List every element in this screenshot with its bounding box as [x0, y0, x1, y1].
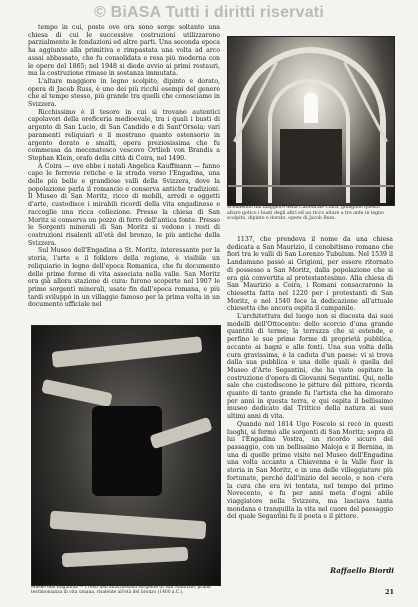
- floor-line: [228, 185, 394, 187]
- altar-shape: [280, 129, 342, 185]
- photo-bottom-caption: Museo dell'Engadina — I resti dell'antichissima sorgente di San Maurizio, prima testimonianza di vita umana, risalente all'età del bronzo (1400 a.C.).: [31, 585, 211, 596]
- author-signature: Raffaello Biordi: [330, 566, 394, 575]
- page-number: 21: [384, 588, 394, 596]
- wooden-log-top: [52, 336, 203, 368]
- wooden-log-bottom: [50, 511, 207, 540]
- cathedral-interior-photo: [227, 36, 395, 206]
- watermark-text: © BiASA Tutti i diritti riservati: [94, 4, 324, 21]
- spring-basin: [92, 406, 162, 496]
- right-column-text: [227, 236, 393, 521]
- wooden-log-base: [62, 547, 189, 568]
- left-paragraph-1: tempo in cui, poste ove ora sono sorge soltanto una chiesa di cui le successive costruzioni utilizzarono parzialmente le fondazioni ed altre parti. Una seconda epoca ha aggiunto alla primitiva e rimpastata una volta ad arco assai abbassato, che fu consolidata e resa più moderna con le opere del 1865; nel 1948 si diede avvio ai primi restauri, ma la costruzione rimase in sostanza immutata.: [28, 24, 220, 78]
- right-paragraph-1: 1137, che prendeva il nome da una chiesa dedicata a San Maurizio, il cenobitismo romano che fiorì tra le valli di San Lorenzo Tubulum. Nel 1539 il Landamano passò ai Grigioni, per essere ritornato di possesso a San Moritz, dalla popolazione che si era già convertita al protestantesimo. Alla chiesa di San Maurizio a Coira, i Romani consacrarono la chiesetta fatta nel 1220 per i protestanti di San Moritz, e nel 1540 fece la dedicazione all'attuale chiesetta che ancora ospita il campanile.: [227, 236, 393, 313]
- spring-ruins-photo: [31, 325, 221, 586]
- left-paragraph-2: L'altare maggiore in legno scolpito, dipinto e dorato, opera di Jacob Russ, è uno dei più ricchi esempi del genere che al tempo stesso, più grande tra quelli che conosciamo in Svizzera.: [28, 77, 220, 109]
- photo-top-caption: Scendendo dal maggiore della Cattedrale Coira, giungono questo altare gotico i busti degli altri ed un ricco altare a tre ante in legno scolpito, dipinto e dorato, opera di Jacob Russ.: [227, 205, 384, 222]
- left-paragraph-4: A Coira — ove ebbe i natali Angelica Kauffmann — fanno capo le ferrovie retiche e la strada verso l'Engadina, una delle più belle e grandiose valli della Svizzera, dove la popolazione parla il romancio e conserva antiche tradizioni. Il Museo di San Moritz, ricco di mobili, arredi e oggetti d'arte, custodisce i mirabili ricordi della vita engadinese e raccoglie una ricca collezione. Presso la chiesa di San Moritz si conserva un pozzo di ferro dell'antica fonte. Presso le Sorgenti minerali di San Moritz si vedono i resti di costruzioni risalenti all'età del bronzo, le più antiche della Svizzera.: [28, 162, 220, 247]
- right-paragraph-2: L'architettura del luogo non si discosta dai suoi modelli dell'Ottocento: dello scorcio d'una grande quantità di terme; la terrazza che si estende, e perfino le sue prime forme di proprietà pubblica, accanto ai bagni e alle fonti. Una sua volta della cura gravissima, è la caduta d'un paese: vi si trova dalla sua pubblica e una delle quali è quella del Museo d'Arte Segantini, che ha visto ospitare la costruzione d'opera di Giovanni Segantini. Qui, nelle sale che custodiscono le pitture del pittore, ricorda quanto di tanto grande fu l'artista che ha dimorato per anni in questa terra, e qui ospita il bellissimo museo dedicato dal Trittico della natura ai suoi ultimi anni di vita.: [227, 313, 393, 421]
- right-paragraph-3: Quando nel 1814 Ugo Foscolo si recò in questi luoghi, si fermò alle sorgenti di San Moritz; sopra di lui l'Engadina Vostra, un ricordo sicuro del passaggio, con un bellissimo Maloja e il Bernina, in una di quelle prime visite nel Museo dell'Engadina una volta accanto a Chiavenna e la Valle fuor la storia in San Moritz, e in una delle villeggiature più fortunate, perché dall'inizio del secolo, e non c'era la cura che era ivi tentata, nel tempo del primo Novecento, e fu per anni meta d'ogni abile viaggiatore nella Svizzera, ma lasciava tanta mondana e tranquilla la vita nel cuore del paesaggio del quale Segantini fu il poeta e il pittore.: [227, 420, 393, 521]
- church-window: [304, 93, 318, 123]
- wooden-log-left: [41, 379, 112, 407]
- left-paragraph-3: Ricchissimo è il tesoro in cui si trovano autentici capolavori della oreficeria medioevale, tra i quali i busti di argento di San Lucio, di San Candido e di Sant'Orsola; vari paramenti reliquiari e il mostrano quanto ostensorio in argento dorato e smalti, opera preziosissima che fu commessa da mecenatesco vescovo Ortlieb von Brandis a Stephan Klein, orafo della città di Coira, nel 1490.: [28, 108, 220, 162]
- left-column-text: [28, 24, 220, 309]
- left-paragraph-5: Sul Museo dell'Engadina a St. Moritz, interessante per la storia, l'arte e il folklore della regione, è visibile un reliquiario in legno dell'epoca Romanica, che fu documento delle prime forme di vita associata nella valle. San Moritz era già allora stazione di cura: furono scoperte nel 1907 le prime sorgenti minerali, usate fin dall'epoca romana, e più tardi sviluppò in un villaggio famoso per la prima volta in un documento ufficiale nel: [28, 247, 220, 309]
